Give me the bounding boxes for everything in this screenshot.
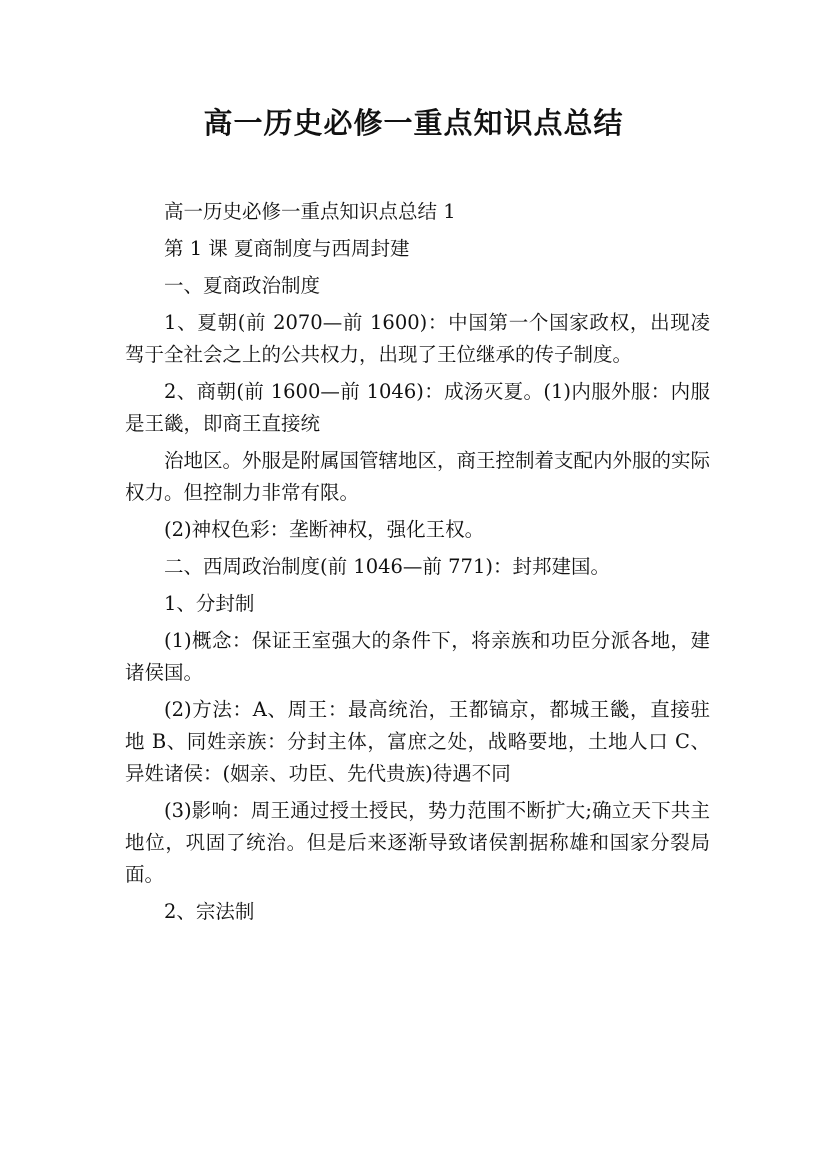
paragraph-section-two: 二、西周政治制度(前 1046—前 771)：封邦建国。 bbox=[164, 555, 610, 578]
paragraph-patriarchal-system: 2、宗法制 bbox=[164, 900, 255, 923]
paragraph-heading: 高一历史必修一重点知识点总结 1 bbox=[164, 200, 456, 223]
paragraph-theocracy: (2)神权色彩：垄断神权，强化王权。 bbox=[164, 518, 485, 541]
paragraph-xia-dynasty: 1、夏朝(前 2070—前 1600)：中国第一个国家政权，出现凌驾于全社会之上的公共权力，出现了王位继承的传子制度。 bbox=[125, 311, 710, 366]
paragraph-concept: (1)概念：保证王室强大的条件下，将亲族和功臣分派各地，建诸侯国。 bbox=[125, 629, 710, 684]
paragraph-method: (2)方法：A、周王：最高统治，王都镐京，都城王畿，直接驻地 B、同姓亲族：分封主体，富庶之处，战略要地，土地人口 C、异姓诸侯：(姻亲、功臣、先代贵族)待遇不同 bbox=[125, 698, 710, 785]
document-title: 高一历史必修一重点知识点总结 bbox=[203, 106, 624, 140]
paragraph-shang-dynasty: 2、商朝(前 1600—前 1046)：成汤灭夏。(1)内服外服：内服是王畿，即商王直接统 bbox=[125, 380, 710, 435]
paragraph-feudal-system: 1、分封制 bbox=[164, 592, 255, 615]
paragraph-influence: (3)影响：周王通过授土授民，势力范围不断扩大;确立天下共主地位，巩固了统治。但是后来逐渐导致诸侯割据称雄和国家分裂局面。 bbox=[125, 799, 710, 886]
document-body bbox=[125, 196, 710, 933]
paragraph-section-one: 一、夏商政治制度 bbox=[164, 274, 321, 297]
paragraph-lesson-title: 第 1 课 夏商制度与西周封建 bbox=[164, 237, 410, 260]
paragraph-shang-continued: 治地区。外服是附属国管辖地区，商王控制着支配内外服的实际权力。但控制力非常有限。 bbox=[125, 449, 711, 504]
